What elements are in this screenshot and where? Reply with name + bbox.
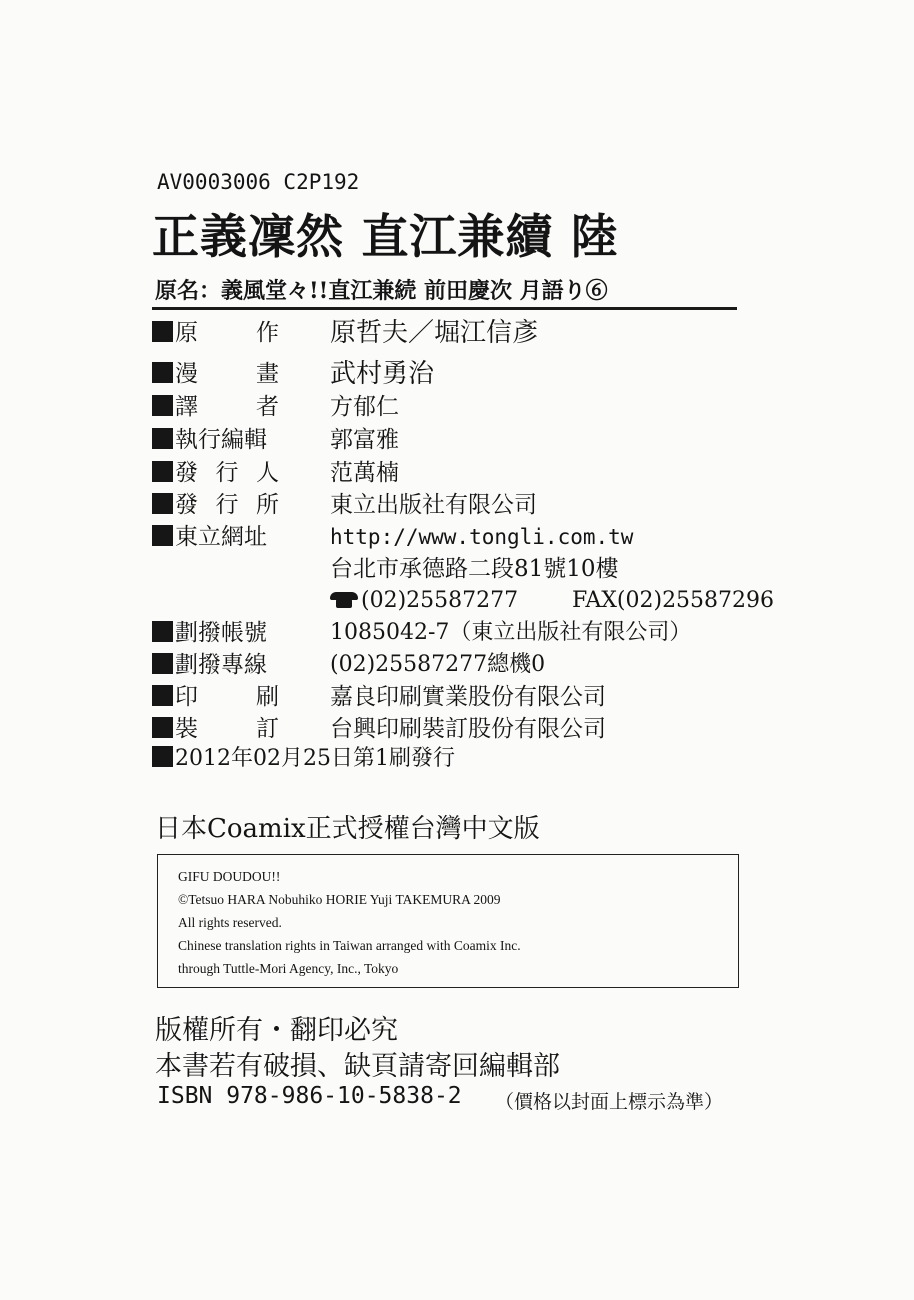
credit-value: 1085042-7（東立出版社有限公司）: [330, 620, 692, 645]
credit-value: 郭富雅: [330, 427, 399, 453]
bullet-square-icon: [152, 746, 173, 767]
credit-value: 台興印刷裝訂股份有限公司: [330, 716, 606, 742]
credit-label: 印 刷: [175, 684, 279, 710]
copyright-line: Chinese translation rights in Taiwan arranged with Coamix Inc.: [178, 938, 521, 953]
authorization-notice: 日本Coamix正式授權台灣中文版: [155, 814, 540, 844]
credit-label: 劃撥專線: [175, 652, 267, 678]
copyright-box: [157, 854, 739, 988]
title-underline: [152, 307, 737, 310]
credit-value: 范萬楠: [330, 460, 399, 486]
original-title: 原名：義風堂々!!直江兼続 前田慶次 月語り⑥: [155, 278, 608, 304]
credit-label: 發 行 人: [175, 460, 279, 486]
price-note: （價格以封面上標示為準）: [495, 1091, 724, 1113]
bullet-square-icon: [152, 685, 173, 706]
book-title: 正義凜然 直江兼續 陸: [152, 210, 619, 265]
credit-value: 嘉良印刷實業股份有限公司: [330, 684, 606, 710]
bullet-square-icon: [152, 395, 173, 416]
credit-label: 裝 訂: [175, 716, 279, 742]
credit-label: 漫 畫: [175, 361, 279, 387]
fax-number: FAX(02)25587296: [572, 588, 775, 613]
copyright-line: All rights reserved.: [178, 915, 282, 930]
address: 台北市承德路二段81號10樓: [330, 556, 619, 582]
credit-value: 原哲夫／堀江信彥: [330, 318, 539, 348]
credit-value: (02)25587277總機0: [330, 652, 546, 677]
damage-notice: 本書若有破損、缺頁請寄回編輯部: [155, 1051, 560, 1082]
credit-label: 執行編輯: [175, 427, 267, 453]
credit-value: 方郁仁: [330, 394, 399, 420]
credit-label: 譯 者: [175, 394, 279, 420]
copyright-line: through Tuttle-Mori Agency, Inc., Tokyo: [178, 961, 399, 976]
credit-value: 東立出版社有限公司: [330, 492, 537, 518]
isbn: ISBN 978-986-10-5838-2: [157, 1083, 462, 1109]
bullet-square-icon: [152, 621, 173, 642]
credit-label: 原 作: [175, 320, 279, 346]
book-code: AV0003006 C2P192: [157, 170, 360, 194]
publish-date: 2012年02月25日第1刷發行: [175, 746, 455, 771]
bullet-square-icon: [152, 321, 173, 342]
publish-date-row: [152, 742, 455, 776]
credit-value: 武村勇治: [330, 359, 435, 389]
bullet-square-icon: [152, 653, 173, 674]
bullet-square-icon: [152, 717, 173, 738]
website-url: http://www.tongli.com.tw: [330, 525, 634, 549]
telephone-icon: [330, 592, 358, 608]
credit-label: 劃撥帳號: [175, 620, 267, 646]
bullet-square-icon: [152, 461, 173, 482]
phone-number: (02)25587277: [361, 588, 519, 613]
copyright-line: GIFU DOUDOU!!: [178, 869, 281, 884]
credit-label: 發 行 所: [175, 492, 279, 518]
bullet-square-icon: [152, 428, 173, 449]
bullet-square-icon: [152, 362, 173, 383]
credit-label: 東立網址: [175, 524, 267, 550]
copyright-line: ©Tetsuo HARA Nobuhiko HORIE Yuji TAKEMURA 2009: [178, 892, 501, 907]
rights-notice: 版權所有・翻印必究: [155, 1015, 398, 1046]
bullet-square-icon: [152, 493, 173, 514]
bullet-square-icon: [152, 525, 173, 546]
